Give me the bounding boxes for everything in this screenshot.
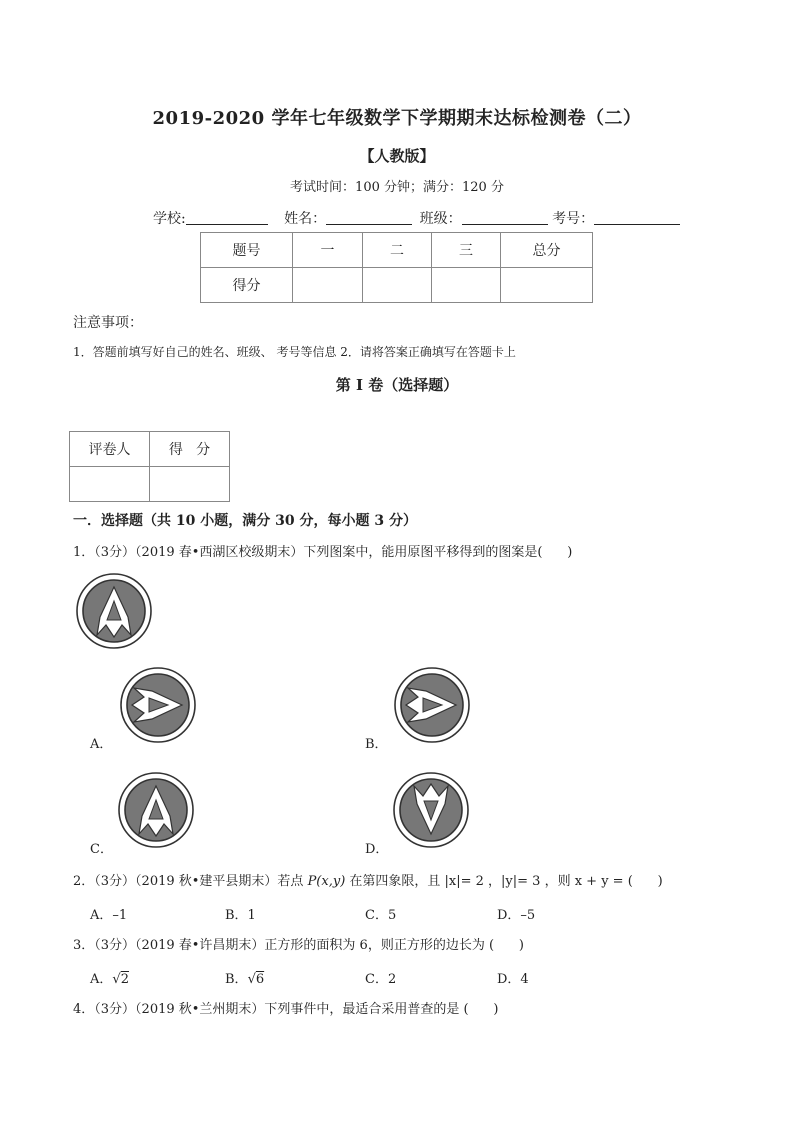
question-1-stem: 1．（3分）（2019 春•西湖区校级期末）下列图案中，能用原图平移得到的图案是( ) bbox=[73, 545, 573, 560]
class-label: 班级： bbox=[419, 211, 462, 227]
question-3-option-a[interactable] bbox=[90, 968, 129, 987]
school-blank[interactable] bbox=[186, 210, 268, 225]
sqrt-icon: √ bbox=[247, 972, 256, 987]
score-cell[interactable] bbox=[501, 268, 593, 303]
question-1-option-a[interactable]: A． bbox=[90, 737, 113, 752]
question-1-option-c[interactable]: C． bbox=[90, 842, 113, 857]
score-table bbox=[200, 232, 593, 303]
question-3-option-d[interactable]: D．4 bbox=[497, 972, 529, 987]
point-expression: P(x,y) bbox=[307, 874, 346, 889]
question-2-stem-b: 在第四象限，且 |x|= 2 ，|y|= 3 ，则 x + y = ( ) bbox=[345, 874, 663, 889]
question-1-option-d[interactable]: D． bbox=[365, 842, 389, 857]
question-2-option-b[interactable]: B．1 bbox=[225, 908, 256, 923]
question-2-option-c[interactable]: C．5 bbox=[365, 908, 397, 923]
option-c-figure[interactable] bbox=[116, 770, 196, 850]
section-title: 一．选择题（共 10 小题，满分 30 分，每小题 3 分） bbox=[73, 513, 417, 529]
notes-heading: 注意事项： bbox=[73, 315, 143, 331]
question-2-option-d[interactable]: D．–5 bbox=[497, 908, 536, 923]
name-label: 姓名： bbox=[284, 211, 327, 227]
grader-cell[interactable] bbox=[150, 467, 230, 502]
score-header-cell: 一 bbox=[293, 233, 363, 268]
sqrt-icon: √ bbox=[112, 972, 121, 987]
question-4-stem: 4．（3分）（2019 秋•兰州期末）下列事件中，最适合采用普查的是 ( ) bbox=[73, 1002, 499, 1017]
exam-info: 考试时间：100 分钟；满分：120 分 bbox=[290, 180, 504, 195]
question-3-option-b[interactable] bbox=[225, 968, 264, 987]
notes-text: 1．答题前填写好自己的姓名、班级、 考号等信息 2．请将答案正确填写在答题卡上 bbox=[73, 345, 516, 359]
number-label: 考号： bbox=[552, 211, 595, 227]
score-header-cell: 总分 bbox=[501, 233, 593, 268]
score-header-cell: 三 bbox=[432, 233, 501, 268]
page-title: 2019-2020 学年七年级数学下学期期末达标检测卷（二） bbox=[152, 108, 642, 129]
score-cell[interactable] bbox=[432, 268, 501, 303]
question-2-option-a[interactable]: A．–1 bbox=[90, 908, 128, 923]
score-header-cell: 二 bbox=[363, 233, 432, 268]
radicand: 2 bbox=[120, 972, 129, 987]
grader-table bbox=[69, 431, 230, 502]
radicand: 6 bbox=[255, 972, 265, 987]
class-blank[interactable] bbox=[462, 210, 548, 225]
question-2-stem bbox=[73, 870, 663, 889]
grader-cell[interactable] bbox=[70, 467, 150, 502]
school-label: 学校: bbox=[153, 211, 186, 227]
name-blank[interactable] bbox=[326, 210, 412, 225]
score-row-label: 得分 bbox=[201, 268, 293, 303]
student-info-fields bbox=[153, 208, 680, 228]
question-3-option-c[interactable]: C．2 bbox=[365, 972, 397, 987]
question-1-option-b[interactable]: B． bbox=[365, 737, 388, 752]
score-header-cell: 题号 bbox=[201, 233, 293, 268]
question-3-stem: 3．（3分）（2019 春•许昌期末）正方形的面积为 6，则正方形的边长为 ( ) bbox=[73, 938, 524, 953]
option-b-label: B． bbox=[225, 972, 248, 987]
edition-label: 【人教版】 bbox=[359, 147, 435, 165]
option-a-figure[interactable] bbox=[118, 665, 198, 745]
score-cell[interactable] bbox=[293, 268, 363, 303]
option-b-figure[interactable] bbox=[392, 665, 472, 745]
score-cell[interactable] bbox=[363, 268, 432, 303]
grader-score-label: 得 分 bbox=[150, 432, 230, 467]
option-a-label: A． bbox=[90, 972, 113, 987]
part-title: 第 I 卷（选择题） bbox=[335, 376, 459, 394]
original-pattern-figure bbox=[74, 571, 154, 651]
grader-label: 评卷人 bbox=[70, 432, 150, 467]
option-d-figure[interactable] bbox=[391, 770, 471, 850]
question-2-stem-a: 2．（3分）（2019 秋•建平县期末）若点 bbox=[73, 874, 308, 889]
number-blank[interactable] bbox=[594, 210, 680, 225]
